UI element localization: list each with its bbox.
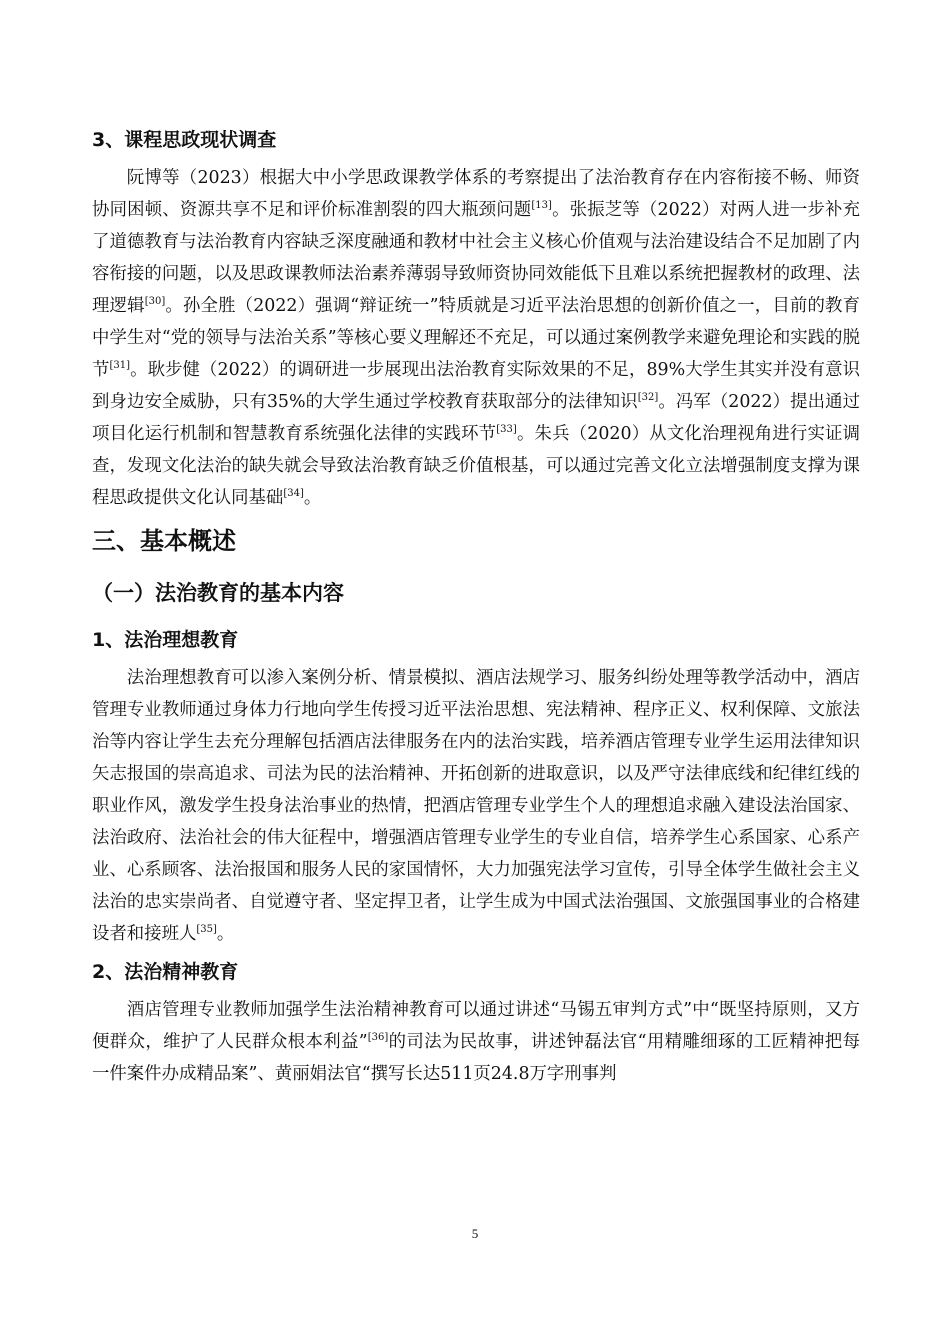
paragraph-survey (92, 162, 860, 514)
section-heading-spirit: 2、法治精神教育 (92, 961, 239, 983)
citation-ref: [13] (531, 200, 552, 212)
text-run: 。 (303, 488, 322, 508)
text-run: 。孙全胜（2022）强调“辩证统一”特质就是习近平法治思想的创新价值之一，目前的教育中学生对“党的领导与法治关系”等核心要义理解还不充足，可以通过案例教学来避免理论和实践的脱节 (92, 296, 860, 380)
citation-ref: [31] (109, 360, 131, 372)
page-content (92, 118, 860, 1090)
text-run: 。张振芝等（2022）对两人进一步补充了道德教育与法治教育内容缺乏深度融通和教材中社会主义核心价值观与法治建设结合不足加剧了内容衔接的问题，以及思政课教师法治素养薄弱导致师资协同效能低下且难以系统把握教材的政理、法理逻辑 (92, 200, 860, 316)
text-run: 阮博等（2023）根据大中小学思政课教学体系的考察提出了法治教育存在内容衔接不畅、师资协同困顿、资源共享不足和评价标准割裂的四大瓶颈问题 (92, 168, 860, 220)
citation-ref: [33] (496, 424, 517, 436)
subsection-heading: （一）法治教育的基本内容 (92, 581, 344, 605)
page-number: 5 (471, 1226, 479, 1241)
citation-ref: [36] (367, 1032, 389, 1044)
text-run: 。冯军（2022）提出通过项目化运行机制和智慧教育系统强化法律的实践环节 (92, 392, 860, 444)
section-heading-survey: 3、课程思政现状调查 (92, 129, 277, 151)
paragraph-ideal (92, 662, 860, 950)
citation-ref: [32] (637, 392, 659, 404)
text-run: 。耿步健（2022）的调研进一步展现出法治教育实际效果的不足，89%大学生其实并没有意识到身边安全威胁，只有35%的大学生通过学校教育获取部分的法律知识 (92, 360, 860, 412)
text-run: 。 (216, 924, 235, 944)
citation-ref: [30] (144, 296, 166, 308)
text-run: 法治理想教育可以渗入案例分析、情景模拟、酒店法规学习、服务纠纷处理等教学活动中，酒店管理专业教师通过身体力行地向学生传授习近平法治思想、宪法精神、程序正义、权利保障、文旅法治等内容让学生去充分理解包括酒店法律服务在内的法治实践，培养酒店管理专业学生运用法律知识矢志报国的崇高追求、司法为民的法治精神、开拓创新的进取意识，以及严守法律底线和纪律红线的职业作风，激发学生投身法治事业的热情，把酒店管理专业学生个人的理想追求融入建设法治国家、法治政府、法治社会的伟大征程中，增强酒店管理专业学生的专业自信，培养学生心系国家、心系产业、心系顾客、法治报国和服务人民的家国情怀，大力加强宪法学习宣传，引导全体学生做社会主义法治的忠实崇尚者、自觉遵守者、坚定捍卫者，让学生成为中国式法治强国、文旅强国事业的合格建设者和接班人 (92, 668, 860, 944)
citation-ref: [35] (196, 924, 217, 936)
paragraph-spirit (92, 994, 860, 1090)
chapter-heading: 三、基本概述 (92, 527, 236, 555)
text-run: 的司法为民故事，讲述钟磊法官“用精雕细琢的工匠精神把每一件案件办成精品案”、黄丽娟法官“撰写长达511页24.8万字刑事判 (92, 1032, 860, 1084)
section-heading-ideal: 1、法治理想教育 (92, 629, 239, 651)
text-run: 。朱兵（2020）从文化治理视角进行实证调查，发现文化法治的缺失就会导致法治教育缺乏价值根基，可以通过完善文化立法增强制度支撑为课程思政提供文化认同基础 (92, 424, 860, 508)
text-run: 酒店管理专业教师加强学生法治精神教育可以通过讲述“马锡五审判方式”中“既坚持原则，又方便群众，维护了人民群众根本利益” (92, 1000, 860, 1052)
citation-ref: [34] (283, 488, 304, 500)
